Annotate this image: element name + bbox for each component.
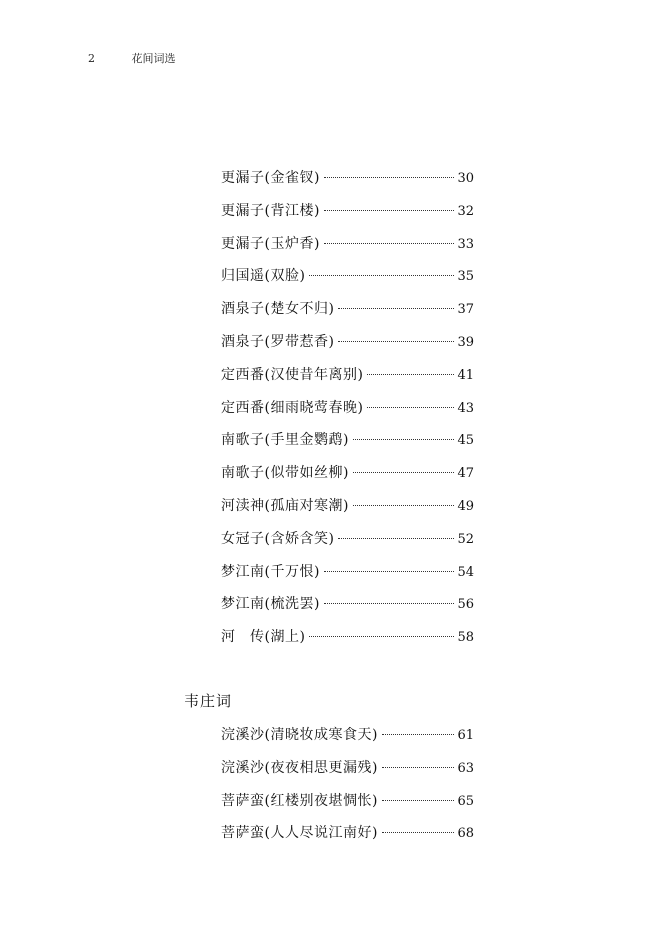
toc-entry[interactable] (221, 529, 474, 550)
toc-entry[interactable] (221, 463, 474, 484)
entry-title: 南歌子(手里金鹦鹉) (221, 432, 349, 448)
entry-page: 35 (457, 269, 474, 284)
entry-title: 定西番(汉使昔年离别) (221, 367, 364, 383)
book-title: 花间词选 (131, 52, 176, 65)
dot-leader (324, 177, 455, 178)
toc-entry[interactable] (221, 365, 474, 386)
entry-page: 54 (457, 565, 474, 580)
entry-title: 梦江南(梳洗罢) (221, 596, 320, 612)
dot-leader (382, 800, 455, 801)
entry-page: 43 (457, 401, 474, 416)
dot-leader (309, 275, 454, 276)
entry-title: 归国遥(双脸) (221, 268, 306, 284)
dot-leader (367, 374, 454, 375)
running-head (88, 50, 176, 66)
entry-title: 河 传(湖上) (221, 629, 306, 645)
dot-leader (309, 636, 454, 637)
dot-leader (353, 439, 455, 440)
entry-page: 30 (457, 171, 474, 186)
entry-page: 58 (457, 630, 474, 645)
entry-page: 45 (457, 433, 474, 448)
entry-title: 定西番(细雨晓莺春晚) (221, 400, 364, 416)
toc-entry[interactable] (221, 758, 474, 779)
toc-entry[interactable] (221, 725, 474, 746)
dot-leader (338, 308, 454, 309)
dot-leader (338, 341, 454, 342)
dot-leader (338, 538, 454, 539)
toc-entry[interactable] (221, 823, 474, 844)
dot-leader (367, 407, 454, 408)
entry-page: 37 (457, 302, 474, 317)
page-number: 2 (88, 52, 95, 65)
entry-page: 47 (457, 466, 474, 481)
dot-leader (382, 767, 455, 768)
dot-leader (382, 734, 455, 735)
toc-entry[interactable] (221, 791, 474, 812)
toc-entry[interactable] (221, 266, 474, 287)
entry-title: 女冠子(含娇含笑) (221, 531, 335, 547)
entry-title: 更漏子(玉炉香) (221, 236, 320, 252)
toc-entry[interactable] (221, 627, 474, 648)
toc-entry[interactable] (221, 398, 474, 419)
dot-leader (353, 472, 455, 473)
toc-entry[interactable] (221, 562, 474, 583)
dot-leader (324, 210, 455, 211)
dot-leader (353, 505, 455, 506)
entry-page: 63 (457, 761, 474, 776)
entry-page: 33 (457, 237, 474, 252)
entry-title: 南歌子(似带如丝柳) (221, 465, 349, 481)
entry-title: 梦江南(千万恨) (221, 564, 320, 580)
toc-entry[interactable] (221, 332, 474, 353)
entry-title: 菩萨蛮(人人尽说江南好) (221, 825, 378, 841)
entry-page: 52 (457, 532, 474, 547)
entry-page: 41 (457, 368, 474, 383)
toc-entry[interactable] (221, 496, 474, 517)
entry-page: 68 (457, 826, 474, 841)
entry-title: 酒泉子(罗带惹香) (221, 334, 335, 350)
entry-title: 酒泉子(楚女不归) (221, 301, 335, 317)
entry-page: 56 (457, 597, 474, 612)
entry-page: 32 (457, 204, 474, 219)
toc-entry[interactable] (221, 299, 474, 320)
entry-title: 更漏子(金雀钗) (221, 170, 320, 186)
toc-entry[interactable] (221, 201, 474, 222)
entry-page: 49 (457, 499, 474, 514)
entry-page: 65 (457, 794, 474, 809)
toc-entry[interactable] (221, 234, 474, 255)
toc-entry[interactable] (221, 168, 474, 189)
entry-title: 浣溪沙(清晓妆成寒食天) (221, 727, 378, 743)
dot-leader (382, 832, 455, 833)
entry-page: 61 (457, 728, 474, 743)
entry-title: 更漏子(背江楼) (221, 203, 320, 219)
dot-leader (324, 243, 455, 244)
dot-leader (324, 571, 455, 572)
entry-title: 浣溪沙(夜夜相思更漏残) (221, 760, 378, 776)
section-heading: 韦庄词 (184, 692, 233, 710)
toc-entry[interactable] (221, 594, 474, 615)
entry-title: 菩萨蛮(红楼别夜堪惆怅) (221, 793, 378, 809)
entry-page: 39 (457, 335, 474, 350)
toc-entry[interactable] (221, 430, 474, 451)
dot-leader (324, 603, 455, 604)
entry-title: 河渎神(孤庙对寒潮) (221, 498, 349, 514)
